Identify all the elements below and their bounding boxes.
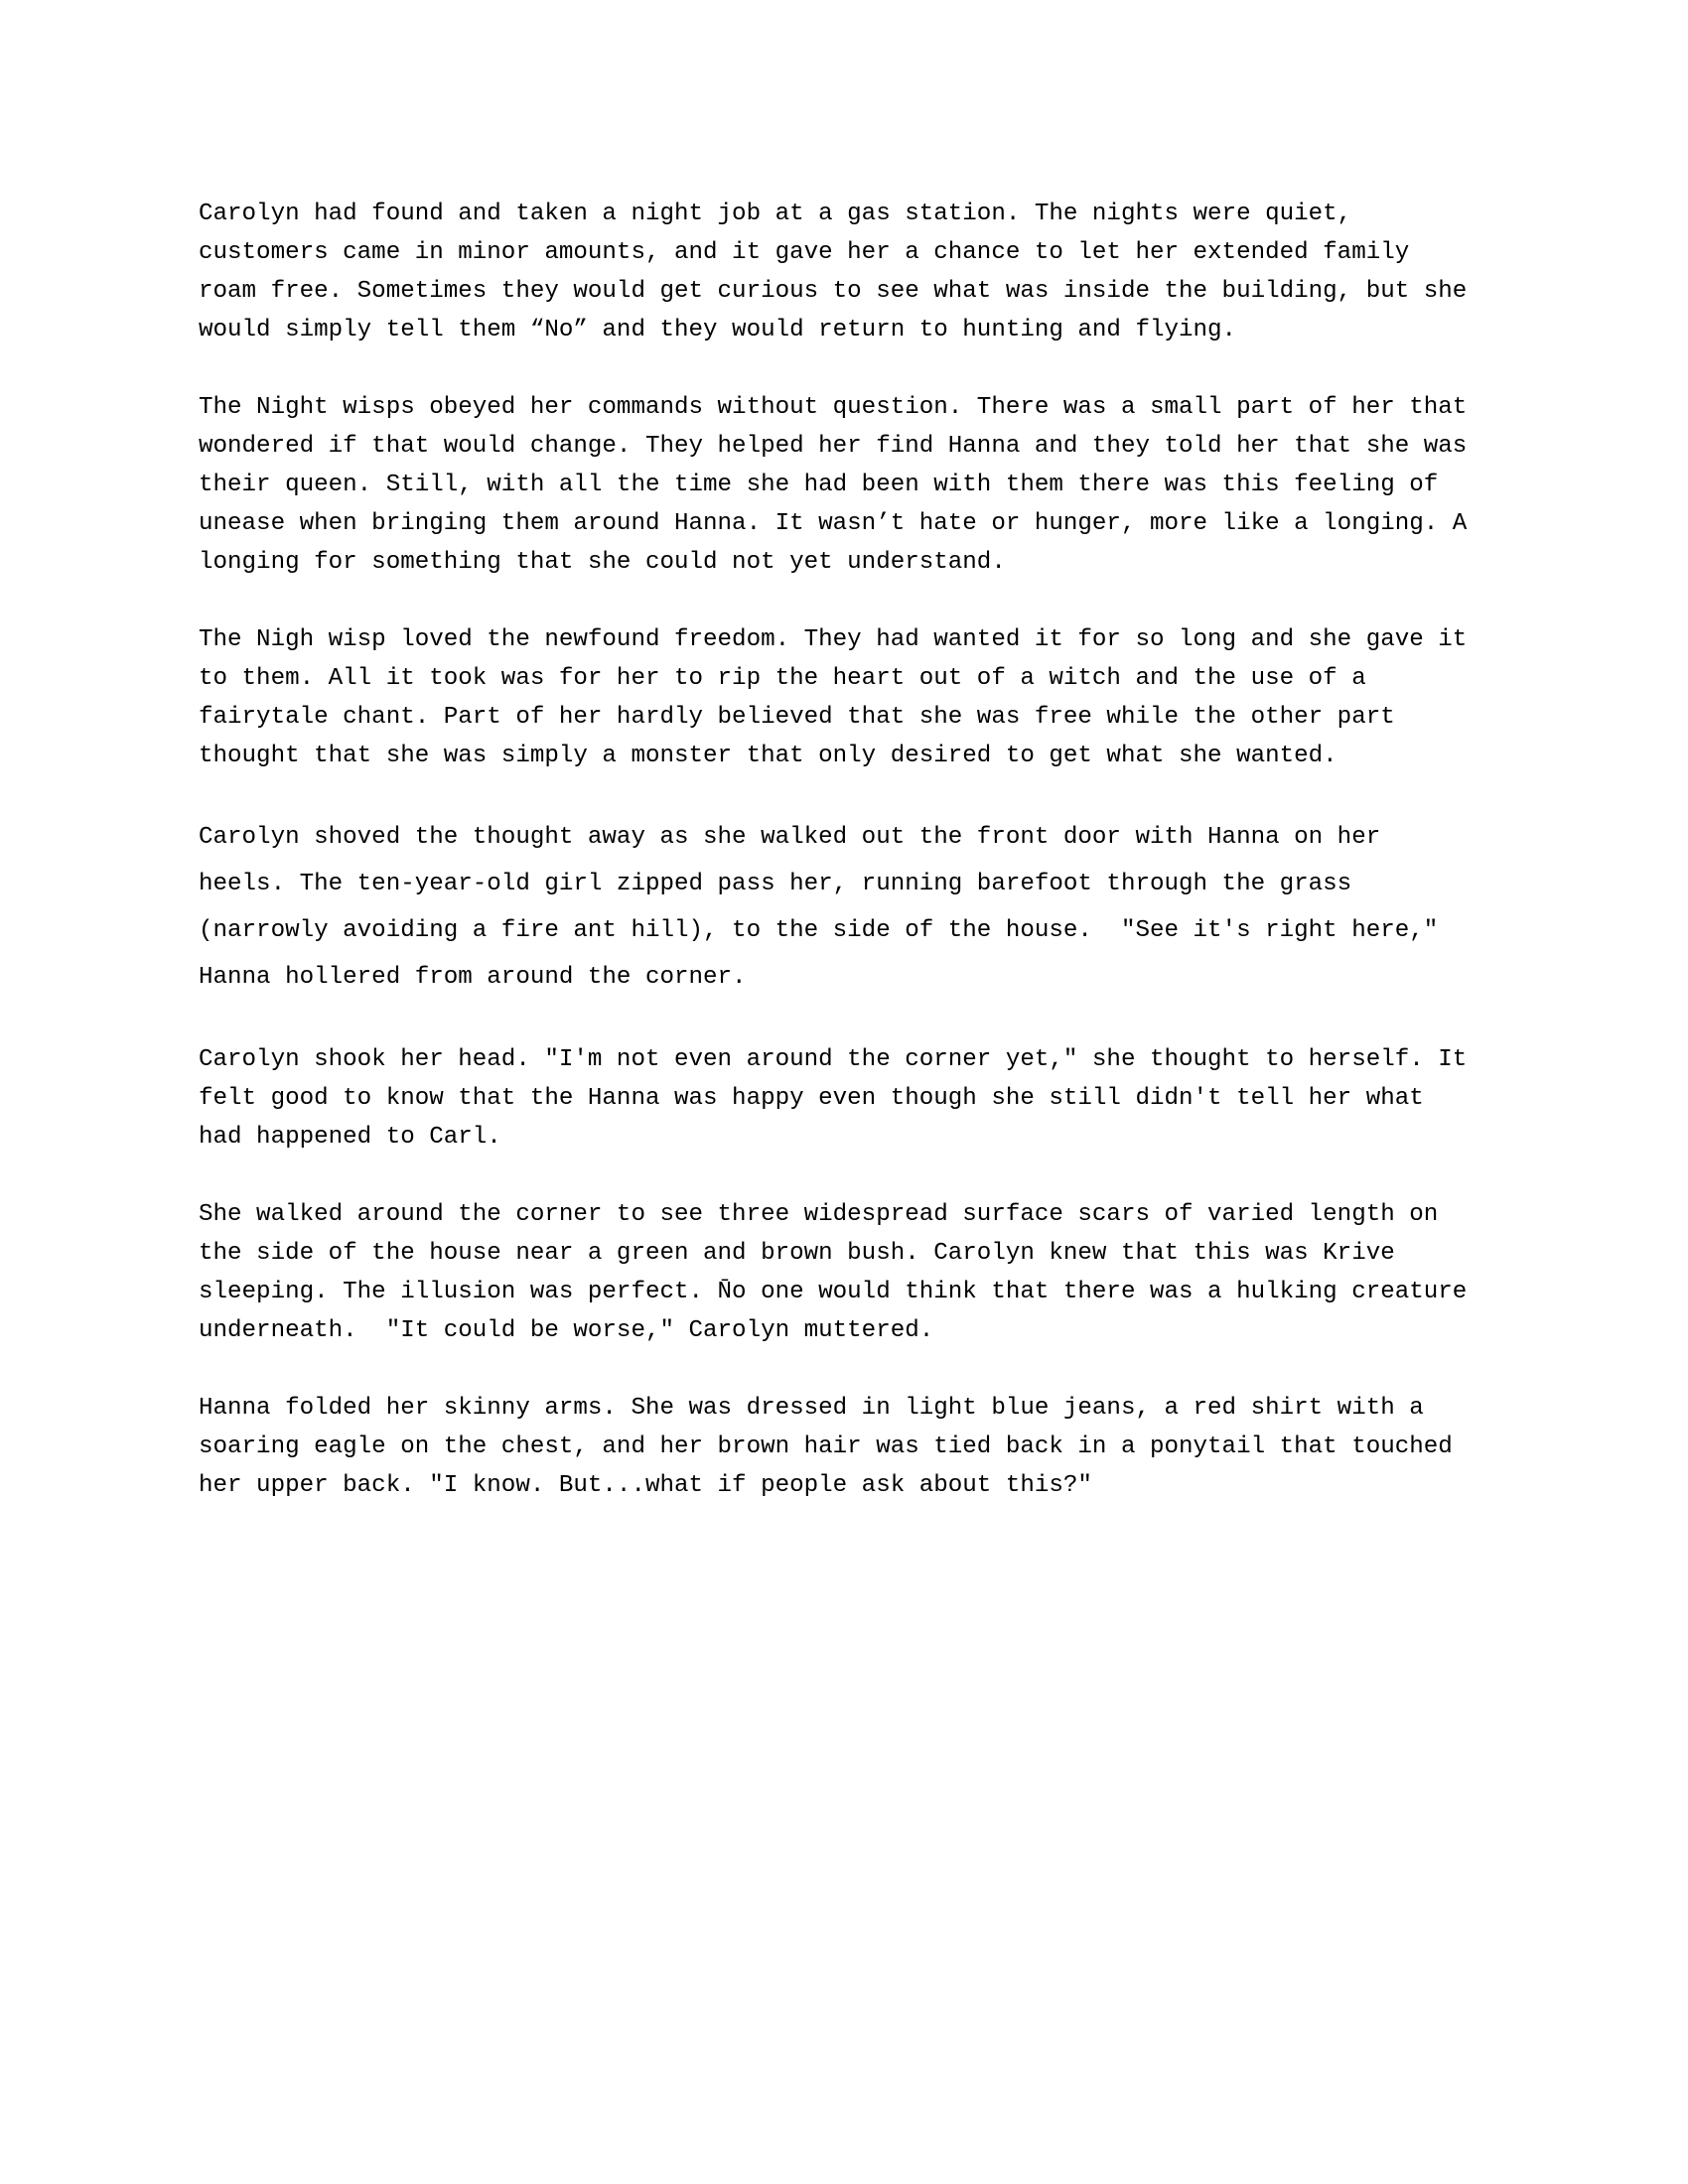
paragraph-3: The Nigh wisp loved the newfound freedom. They had wanted it for so long and she gave it to them. All it took was for her to rip the heart out of a witch and the use of a fairytale chant. Part of her hardly believed that she was free while the other part thought that she was simply a monster that only desired to get what she wanted. — [199, 626, 1481, 769]
paragraph-4: Carolyn shoved the thought away as she walked out the front door with Hanna on her heels. The ten-year-old girl zipped pass her, running barefoot through the grass (narrowly avoiding a fire ant hill), to the side of the house. "See it's right here," Hanna hollered from around the corner. — [199, 824, 1453, 991]
paragraph-2: The Night wisps obeyed her commands without question. There was a small part of her that wondered if that would change. They helped her find Hanna and they told her that she was their queen. Still, with all the time she had been with them there was this feeling of unease when bringing them around Hanna. It wasn’t hate or hunger, more like a longing. A longing for something that she could not yet understand. — [199, 394, 1481, 576]
paragraph-5: Carolyn shook her head. "I'm not even around the corner yet," she thought to herself. It felt good to know that the Hanna was happy even though she still didn't tell her what had happened to Carl. — [199, 1046, 1481, 1151]
paragraph-7: Hanna folded her skinny arms. She was dressed in light blue jeans, a red shirt with a soaring eagle on the chest, and her brown hair was tied back in a ponytail that touched her upper back. "I know. But...what if people ask about this?" — [199, 1395, 1468, 1499]
document-text-body — [199, 195, 1479, 1505]
paragraph-6: She walked around the corner to see three widespread surface scars of varied length on the side of the house near a green and brown bush. Carolyn knew that this was Krive sleeping. The illusion was perfect. N̄o one would think that there was a hulking creature underneath. "It could be worse," Carolyn muttered. — [199, 1201, 1481, 1344]
paragraph-1: Carolyn had found and taken a night job at a gas station. The nights were quiet, customers came in minor amounts, and it gave her a chance to let her extended family roam free. Sometimes they would get curious to see what was inside the building, but she would simply tell them “No” and they would return to hunting and flying. — [199, 201, 1481, 343]
